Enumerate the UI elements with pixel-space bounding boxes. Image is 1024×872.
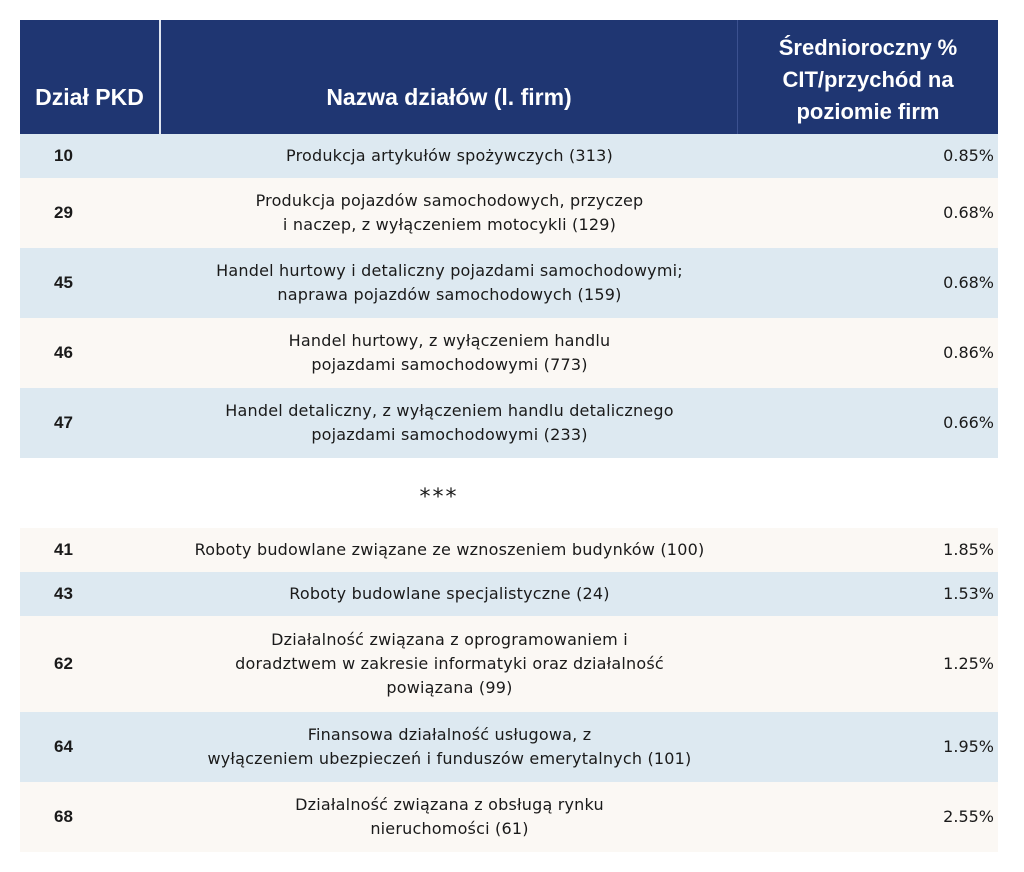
table-row [20, 178, 998, 248]
cit-value: 0.85% [943, 146, 994, 165]
pkd-cit-table [20, 20, 998, 852]
table-row [20, 572, 998, 616]
group-separator [20, 458, 998, 528]
table-row [20, 616, 998, 712]
section-name: Produkcja artykułów spożywczych (313) [286, 146, 613, 165]
cit-value: 0.66% [943, 413, 994, 432]
pkd-code: 10 [54, 146, 73, 166]
header-name: Nazwa działów (l. firm) [161, 20, 738, 134]
pkd-code: 41 [54, 540, 73, 560]
cit-value: 1.25% [943, 654, 994, 673]
pkd-code: 46 [54, 343, 73, 363]
table-header [20, 20, 998, 134]
cit-value: 1.53% [943, 584, 994, 603]
cit-value: 0.68% [943, 203, 994, 222]
table-row [20, 712, 998, 782]
pkd-code: 29 [54, 203, 73, 223]
pkd-code: 62 [54, 654, 73, 674]
section-name: Roboty budowlane specjalistyczne (24) [289, 584, 610, 603]
section-name: Roboty budowlane związane ze wznoszeniem budynków (100) [194, 540, 705, 559]
pkd-code: 47 [54, 413, 73, 433]
table-row [20, 388, 998, 458]
separator-asterisks: *** [419, 484, 459, 510]
section-name: Handel detaliczny, z wyłączeniem handlu detalicznego pojazdami samochodowymi (233) [225, 401, 674, 444]
header-cit: Średnioroczny % CIT/przychód na poziomie firm [778, 35, 958, 124]
section-name: Finansowa działalność usługowa, z wyłączeniem ubezpieczeń i funduszów emerytalnych (101) [207, 725, 692, 768]
table-row [20, 248, 998, 318]
table-row [20, 782, 998, 852]
cit-value: 1.85% [943, 540, 994, 559]
section-name: Działalność związana z oprogramowaniem i doradztwem w zakresie informatyki oraz działalność powiązana (99) [235, 630, 664, 697]
pkd-code: 64 [54, 737, 73, 757]
cit-value: 0.68% [943, 273, 994, 292]
section-name: Produkcja pojazdów samochodowych, przyczep i naczep, z wyłączeniem motocykli (129) [255, 191, 644, 234]
cit-value: 2.55% [943, 807, 994, 826]
pkd-code: 45 [54, 273, 73, 293]
table-row [20, 134, 998, 178]
section-name: Handel hurtowy i detaliczny pojazdami samochodowymi; naprawa pojazdów samochodowych (159) [216, 261, 683, 304]
table-row [20, 528, 998, 572]
cit-value: 0.86% [943, 343, 994, 362]
section-name: Działalność związana z obsługą rynku nieruchomości (61) [295, 795, 604, 838]
section-name: Handel hurtowy, z wyłączeniem handlu pojazdami samochodowymi (773) [288, 331, 611, 374]
pkd-code: 68 [54, 807, 73, 827]
cit-value: 1.95% [943, 737, 994, 756]
header-pkd: Dział PKD [20, 20, 161, 134]
pkd-code: 43 [54, 584, 73, 604]
table-row [20, 318, 998, 388]
